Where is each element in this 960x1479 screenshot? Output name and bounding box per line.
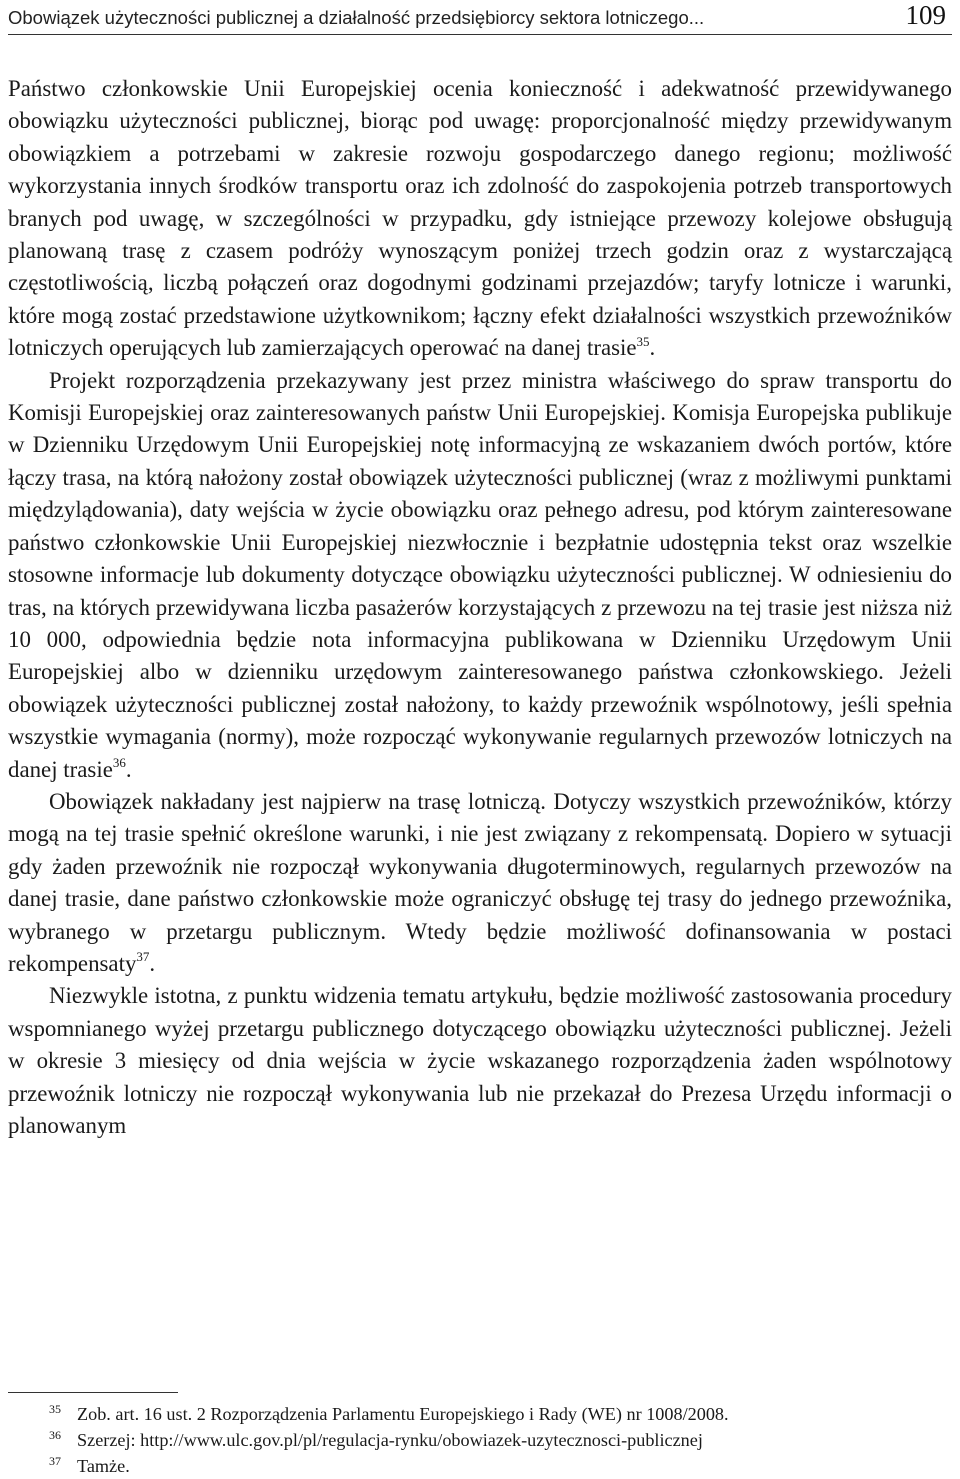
footnote-36: [8, 1427, 952, 1453]
body-text: [8, 73, 952, 1142]
running-title: Obowiązek użyteczności publicznej a działalność przedsiębiorcy sektora lotniczego...: [8, 7, 705, 28]
paragraph-text: Państwo członkowskie Unii Europejskiej ocenia konieczność i adekwatność przewidywanego obowiązku użyteczności publicznej, biorąc pod uwagę: proporcjonalność między przewidywanym obowiązkiem a potrzebami w zakresie rozwoju gospodarczego danego regionu; możliwość wykorzystania innych środków transportu oraz ich zdolność do zaspokojenia potrzeb transportowych branych pod uwagę, w szczególności w przypadku, gdy istniejące przewozy kolejowe obsługują planowaną trasę z czasem podróży wynoszącym poniżej trzech godzin oraz z wystarczającą częstotliwością, liczbą połączeń oraz dogodnymi godzinami przejazdów; taryfy lotnicze i warunki, które mogą zostać przedstawione użytkownikom; łączny efekt działalności wszystkich przewoźników lotniczych operujących lub zamierzających operować na danej trasie: [8, 76, 952, 361]
header-rule: [8, 34, 952, 35]
footnote-text: Tamże.: [77, 1456, 130, 1476]
paragraph-text: Projekt rozporządzenia przekazywany jest przez ministra właściwego do spraw transportu do Komisji Europejskiej oraz zainteresowanych państw Unii Europejskiej. Komisja Europejska publikuje w Dzienniku Urzędowym Unii Europejskiej notę informacyjną ze wskazaniem dwóch portów, które łączy trasa, na którą nałożony został obowiązek użyteczności publicznej (wraz z możliwymi punktami międzylądowania), daty wejścia w życie obowiązku oraz pełnego adresu, pod którym zainteresowane państwo członkowskie Unii Europejskiej niezwłocznie i bezpłatnie udostępnia tekst oraz wszelkie stosowne informacje lub dokumenty dotyczące obowiązku użyteczności publicznej. W odniesieniu do tras, na których przewidywana liczba pasażerów korzystających z przewozu na tej trasie jest niższa niż 10 000, odpowiednia będzie nota informacyjna publikowana w Dzienniku Urzędowym Unii Europejskiej albo w dzienniku urzędowym zainteresowanego państwa członkowskiego. Jeżeli obowiązek użyteczności publicznej został nałożony, to każdy przewoźnik wspólnotowy, jeśli spełnia wszystkie wymagania (normy), może rozpocząć wykonywanie regularnych przewozów lotniczych na danej trasie: [8, 367, 952, 782]
footnote-number: 35: [49, 1402, 61, 1416]
paragraph-2: [8, 365, 952, 786]
footnote-37: [8, 1453, 952, 1479]
paragraph-tail: .: [649, 335, 656, 361]
footnote-number: 37: [49, 1454, 61, 1468]
running-header: [8, 0, 952, 33]
footnote-ref-37[interactable]: 37: [136, 949, 150, 965]
paragraph-tail: .: [125, 756, 132, 782]
footnote-link[interactable]: Szerzej: http://www.ulc.gov.pl/pl/regulacja-rynku/obowiazek-uzytecznosci-publicznej: [77, 1430, 703, 1450]
footnote-text: Zob. art. 16 ust. 2 Rozporządzenia Parlamentu Europejskiego i Rady (WE) nr 1008/2008.: [77, 1404, 729, 1424]
footnote-number: 36: [49, 1428, 61, 1442]
document-page: [8, 0, 952, 1479]
paragraph-text: Niezwykle istotna, z punktu widzenia tematu artykułu, będzie możliwość zastosowania procedury wspomnianego wyżej przetargu publicznego dotyczącego obowiązku użyteczności publicznej. Jeżeli w okresie 3 miesięcy od dnia wejścia w życie wskazanego rozporządzenia żaden wspólnotowy przewoźnik lotniczy nie rozpoczął wykonywania lub nie przekazał do Prezesa Urzędu informacji o planowanym: [8, 983, 952, 1138]
paragraph-1: [8, 73, 952, 365]
footnote-rule: [8, 1392, 178, 1393]
paragraph-tail: .: [149, 950, 156, 976]
paragraph-text: Obowiązek nakładany jest najpierw na trasę lotniczą. Dotyczy wszystkich przewoźników, którzy mogą na tej trasie spełnić określone warunki, i nie jest związany z rekompensatą. Dopiero w sytuacji gdy żaden przewoźnik nie rozpoczął wykonywania długoterminowych, regularnych przewozów na danej trasie, dane państwo członkowskie może ograniczyć obsługę tej trasy do jednego przewoźnika, wybranego w przetargu publicznym. Wtedy będzie możliwość dofinansowania w postaci rekompensaty: [8, 788, 952, 976]
paragraph-4: [8, 980, 952, 1142]
footnote-ref-36[interactable]: 36: [112, 754, 126, 770]
footnote-ref-35[interactable]: 35: [636, 333, 650, 349]
footnotes: [8, 1401, 952, 1479]
paragraph-3: [8, 786, 952, 980]
footnote-35: [8, 1401, 952, 1427]
page-number: 109: [905, 0, 946, 30]
